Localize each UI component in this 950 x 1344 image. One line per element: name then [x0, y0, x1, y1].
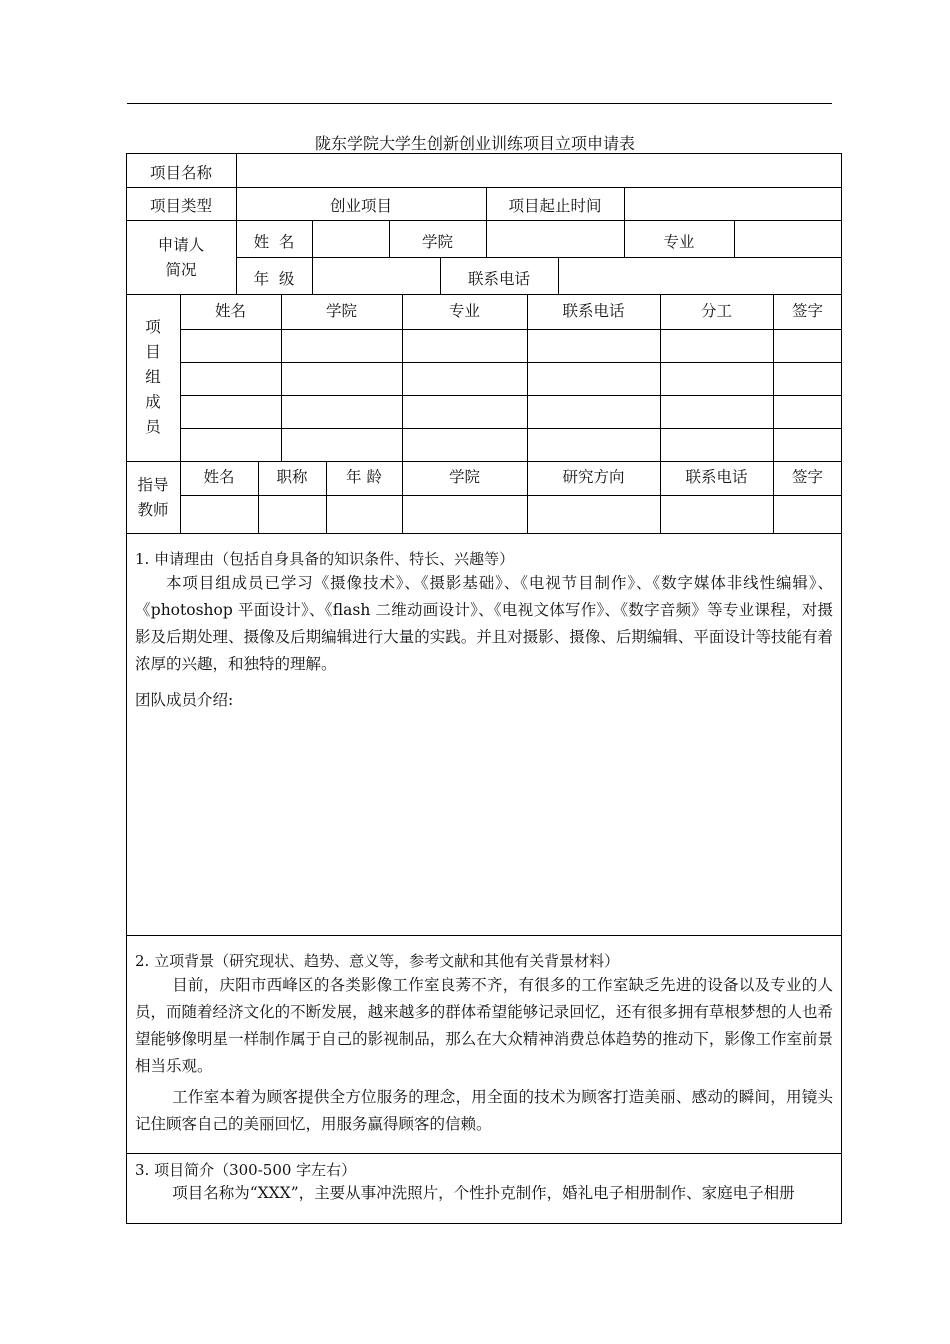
applicant-label: 申请人 简况 [157, 236, 205, 279]
applicant-grade-field[interactable] [313, 258, 440, 294]
project-name-label: 项目名称 [149, 164, 212, 182]
members-header-major: 专业 [448, 302, 480, 320]
team-intro-label: 团队成员介绍: [135, 691, 234, 709]
project-type-label: 项目类型 [149, 197, 212, 215]
section-background-paragraph-2: 工作室本着为顾客提供全方位服务的理念，用全面的技术为顾客打造美丽、感动的瞬间，用镜头记住顾客自己的美丽回忆，用服务赢得顾客的信赖。 [135, 1088, 833, 1133]
section-reason-title: 1. 申请理由（包括自身具备的知识条件、特长、兴趣等） [135, 550, 515, 568]
applicant-phone-label: 联系电话 [467, 270, 530, 288]
applicant-major-label: 专业 [663, 233, 695, 251]
section-reason-paragraph: 本项目组成员已学习《摄像技术》、《摄影基础》、《电视节目制作》、《数字媒体非线性编辑》、《photoshop 平面设计》、《flash 二维动画设计》、《电视文体写作》、《数字音频》等专业课程，对摄影及后期处理、摄像及后期编辑进行大量的实践。并且对摄影、摄像、后期编辑、平面设计等技能有着浓厚的兴趣，和独特的理解。 [135, 574, 833, 673]
section-summary-title: 3. 项目简介（300-500 字左右） [135, 1161, 357, 1179]
header-rule [127, 103, 832, 104]
section-background-title: 2. 立项背景（研究现状、趋势、意义等，参考文献和其他有关背景材料） [135, 952, 620, 970]
members-header-phone: 联系电话 [562, 302, 625, 320]
advisor-header-title: 职称 [276, 468, 308, 486]
applicant-grade-label: 年 级 [253, 270, 295, 288]
project-type-value[interactable]: 创业项目 [329, 197, 392, 215]
advisor-header-signature: 签字 [791, 468, 823, 486]
applicant-college-label: 学院 [421, 233, 453, 251]
applicant-name-label: 姓 名 [253, 233, 295, 251]
advisor-header-name: 姓名 [203, 468, 235, 486]
members-header-college: 学院 [325, 302, 357, 320]
advisor-header-age: 年 龄 [346, 468, 382, 486]
project-period-field[interactable] [625, 188, 841, 220]
applicant-major-field[interactable] [735, 221, 841, 257]
members-header-name: 姓名 [214, 302, 246, 320]
applicant-phone-field[interactable] [559, 258, 841, 294]
members-header-signature: 签字 [791, 302, 823, 320]
form-title: 陇东学院大学生创新创业训练项目立项申请表 [314, 134, 635, 153]
section-background-paragraph-1: 目前，庆阳市西峰区的各类影像工作室良莠不齐，有很多的工作室缺乏先进的设备以及专业的人员，而随着经济文化的不断发展，越来越多的群体希望能够记录回忆，还有很多拥有草根梦想的人也希望能够像明星一样制作属于自己的影视制品，那么在大众精神消费总体趋势的推动下，影像工作室前景相当乐观。 [135, 976, 833, 1075]
project-name-field[interactable] [237, 154, 841, 187]
members-header-role: 分工 [700, 302, 732, 320]
applicant-name-field[interactable] [313, 221, 389, 257]
advisor-label: 指导 教师 [137, 476, 169, 519]
advisor-header-phone: 联系电话 [685, 468, 748, 486]
section-summary-paragraph: 项目名称为“XXX”，主要从事冲洗照片，个性扑克制作，婚礼电子相册制作、家庭电子相册 [172, 1184, 795, 1202]
applicant-college-field[interactable] [487, 221, 624, 257]
members-label: 项 目 组 成 员 [145, 318, 161, 436]
advisor-header-research: 研究方向 [562, 468, 625, 486]
advisor-header-college: 学院 [448, 468, 480, 486]
project-period-label: 项目起止时间 [508, 197, 602, 215]
